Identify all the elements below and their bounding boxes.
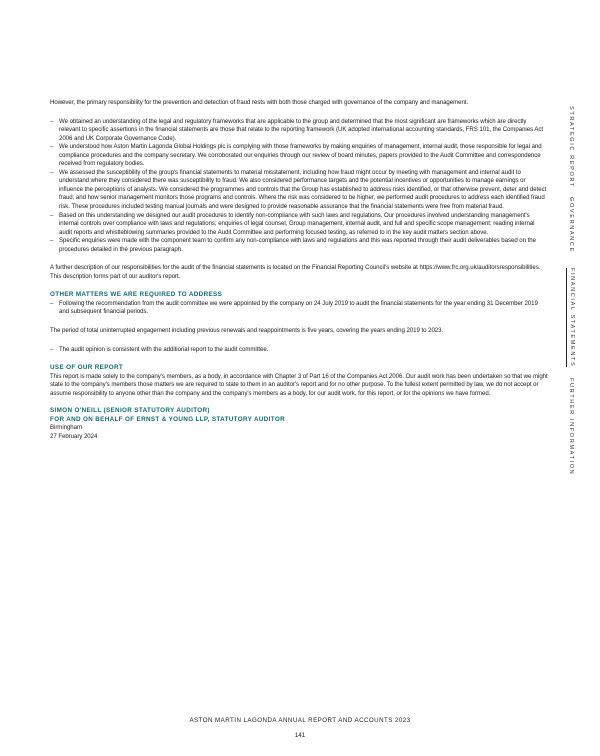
side-nav-financial-statements[interactable]: FINANCIAL STATEMENTS <box>566 268 577 367</box>
signature-date: 27 February 2024 <box>50 432 98 440</box>
side-nav-strategic-report[interactable]: STRATEGIC REPORT <box>568 106 574 188</box>
intro-paragraph: However, the primary responsibility for the prevention and detection of fraud rests with both those charged with governance of the company and management. <box>50 99 469 106</box>
signatory-name: SIMON O'NEILL (SENIOR STATUTORY AUDITOR) <box>50 407 210 415</box>
other-matters-heading: OTHER MATTERS WE ARE REQUIRED TO ADDRESS <box>50 291 223 299</box>
footer-title: ASTON MARTIN LAGONDA ANNUAL REPORT AND ACCOUNTS 2023 <box>189 717 411 724</box>
list-item: – Based on this understanding we designed our audit procedures to identify non-compliance with such laws and regulations. Our procedures involved understanding management's internal controls over compliance with laws and regulations; enquiries of legal counsel, Group management, internal audit, and full and specific scope management; reading internal audit reports and whistleblowing summaries provided to the Audit Committee and performing focused testing, as referred to in the key audit matters section above. <box>50 212 548 238</box>
report-body <box>50 99 548 442</box>
side-nav-governance[interactable]: GOVERNANCE <box>568 197 574 253</box>
list-item: – The audit opinion is consistent with the additional report to the audit committee. <box>50 346 548 355</box>
use-of-report-paragraph: This report is made solely to the company's members, as a body, in accordance with Chapter 3 of Part 16 of the Companies Act 2006. Our audit work has been undertaken so that we might state to the company's members those matters we are required to state to them in an auditor's report and for no other purpose. To the fullest extent permitted by law, we do not accept or assume responsibility to anyone other than the company and the company's members as a body, for our audit work, for this report, or for the opinions we have formed. <box>50 372 548 397</box>
engagement-period-paragraph: The period of total uninterrupted engagement including previous renewals and reappointments is five years, covering the years ending 2019 to 2023. <box>50 327 444 335</box>
list-item: – Following the recommendation from the audit committee we were appointed by the company on 24 July 2019 to audit the financial statements for the year ending 31 December 2019 and subsequent financial periods. <box>50 300 548 317</box>
side-nav-further-information[interactable]: FURTHER INFORMATION <box>568 378 574 476</box>
list-item: – We understood how Aston Martin Lagonda Global Holdings plc is complying with those frameworks by making enquiries of management, internal audit, those responsible for legal and compliance procedures and the company secretary. We corroborated our enquiries through our review of board minutes, papers provided to the Audit Committee and correspondence received from regulatory bodies. <box>50 143 548 169</box>
other-matters-list <box>50 300 548 317</box>
further-description-paragraph: A further description of our responsibilities for the audit of the financial statements is located on the Financial Reporting Council's website at https://www.frc.org.uk/auditorsresponsibilities. This description forms part of our auditor's report. <box>50 264 541 280</box>
procedures-list <box>50 118 548 255</box>
signatory-firm: FOR AND ON BEHALF OF ERNST & YOUNG LLP, STATUTORY AUDITOR <box>50 415 285 423</box>
list-item: – Specific enquiries were made with the component team to confirm any non-compliance with laws and regulations and this was reported through their audit deliverables based on the procedures detailed in the previous paragraph. <box>50 237 548 254</box>
use-of-report-heading: USE OF OUR REPORT <box>50 364 124 372</box>
list-item: – We assessed the susceptibility of the group's financial statements to material misstatement, including how fraud might occur by meeting with management and internal audit to understand where they considered there was susceptibility to fraud. We also considered performance targets and the potential incentives or opportunities to manage earnings or influence the perceptions of analysts. We considered the programmes and controls that the Group has established to address risks identified, or that otherwise prevent, deter and detect fraud; and how senior management monitors those programs and controls. Where the risk was considered to be higher, we performed audit procedures to address each identified fraud risk. These procedures included testing manual journals and were designed to provide reasonable assurance that the financial statements were free from material fraud. <box>50 169 548 212</box>
other-matters-list-2 <box>50 346 548 355</box>
signature-city: Birmingham <box>50 424 83 432</box>
page-number: 141 <box>294 732 306 739</box>
section-side-nav <box>566 106 576 489</box>
list-item: – We obtained an understanding of the legal and regulatory frameworks that are applicable to the group and determined that the most significant are frameworks which are directly relevant to specific assertions in the financial statements are those that relate to the reporting framework (UK adopted international accounting standards, FRS 101, the Companies Act 2006 and UK Corporate Governance Code). <box>50 118 548 144</box>
